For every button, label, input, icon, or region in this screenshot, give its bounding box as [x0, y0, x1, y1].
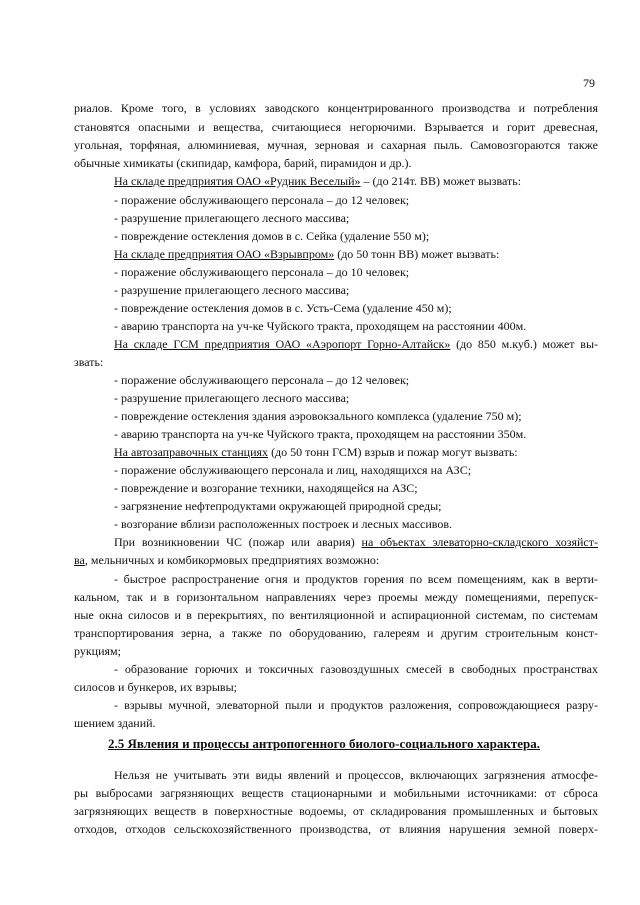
text-line: рукциям; [74, 644, 121, 658]
list-item: - повреждение остекления здания аэровокзального комплекса (удаление 750 м); [114, 409, 522, 423]
list-item: - повреждение остекления домов в с. Усть-Сема (удаление 450 м); [114, 301, 452, 315]
list-item: - поражение обслуживающего персонала – до 12 человек; [114, 193, 410, 207]
text-line: - образование горючих и токсичных газовоздушных смесей в свободных пространствах [114, 662, 598, 676]
text-line: транспортирования зерна, а также по оборудованию, галереям и другим строительным конст- [74, 626, 598, 640]
text-line: звать: [74, 355, 104, 369]
text-line: обычные химикаты (скипидар, камфора, барий, пирамидон и др.). [74, 156, 412, 170]
text-line: ры выбросами загрязняющих веществ стационарными и мобильными источниками: от сброса [74, 786, 598, 800]
list-item: - повреждение и возгорание техники, находящейся на АЗС; [114, 481, 418, 495]
section-line: На автозаправочных станциях (до 50 тонн ГСМ) взрыв и пожар могут вызвать: [114, 445, 518, 459]
list-item: - разрушение прилегающего лесного массива; [114, 391, 350, 405]
section-line: На складе предприятия ОАО «Взрывпром» (до 50 тонн ВВ) может вызвать: [114, 247, 500, 261]
list-item: - поражение обслуживающего персонала – до 10 человек; [114, 265, 410, 279]
text-line: силосов и бункеров, их взрывы; [74, 680, 237, 694]
text-line: шением зданий. [74, 716, 156, 730]
text-line: - взрывы мучной, элеваторной пыли и продуктов разложения, сопровождающиеся разру- [114, 698, 598, 712]
section-line: На складе ГСМ предприятия ОАО «Аэропорт Горно-Алтайск» (до 850 м.куб.) может вы- [114, 337, 598, 351]
text-line: угольная, торфяная, алюминиевая, мучная, зерновая и сахарная пыль. Самовозгораются также [74, 138, 598, 152]
text-line: ные окна силосов и в перекрытиях, по вентиляционной и аспирационной системам, по системам [74, 608, 598, 622]
list-item: - разрушение прилегающего лесного массива; [114, 283, 350, 297]
list-item: - аварию транспорта на уч-ке Чуйского тракта, проходящем на расстоянии 400м. [114, 319, 527, 333]
text-line: становятся опасными и вещества, считающиеся негорючими. Взрывается и горит древесная, [74, 120, 598, 134]
list-item: - загрязнение нефтепродуктами окружающей природной среды; [114, 499, 442, 513]
underlined-heading: На автозаправочных станциях [114, 445, 269, 459]
text-line: ва, мельничных и комбикормовых предприятиях возможно: [74, 553, 380, 567]
underlined-heading: На складе предприятия ОАО «Взрывпром» [114, 247, 335, 261]
list-item: - поражение обслуживающего персонала – до 12 человек; [114, 373, 410, 387]
text-line: риалов. Кроме того, в условиях заводского концентрированного производства и потребления [74, 101, 598, 115]
text-line: отходов, отходов сельскохозяйственного производства, от влияния нарушения земной поверх- [74, 822, 598, 836]
text-line: Нельзя не учитывать эти виды явлений и процессов, включающих загрязнения атмосфе- [114, 768, 598, 782]
list-item: - аварию транспорта на уч-ке Чуйского тракта, проходящем на расстоянии 350м. [114, 427, 527, 441]
text-line: кальном, так и в горизонтальном направлениях через проемы между помещениями, перепуск- [74, 590, 598, 604]
underlined-phrase: на объектах элеваторно-складского хозяйст- [361, 535, 598, 549]
underlined-heading: На складе предприятия ОАО «Рудник Веселый» [114, 174, 361, 188]
text-line: При возникновении ЧС (пожар или авария) на объектах элеваторно-складского хозяйст- [114, 535, 598, 549]
list-item: - поражение обслуживающего персонала и лиц, находящихся на АЗС; [114, 463, 472, 477]
list-item: - возгорание вблизи расположенных построек и лесных массивов. [114, 517, 453, 531]
section-heading: 2.5 Явления и процессы антропогенного биолого-социального характера. [108, 736, 541, 751]
text-line: - быстрое распространение огня и продуктов горения по всем помещениям, как в верти- [114, 572, 598, 586]
section-line: На складе предприятия ОАО «Рудник Веселый» – (до 214т. ВВ) может вызвать: [114, 174, 522, 188]
page-number: 79 [583, 76, 595, 90]
text-line: загрязняющих веществ в поверхностные водоемы, от складирования промышленных и бытовых [74, 804, 598, 818]
list-item: - разрушение прилегающего лесного массива; [114, 211, 350, 225]
underlined-phrase: ва [74, 553, 85, 567]
list-item: - повреждение остекления домов в с. Сейка (удаление 550 м); [114, 229, 430, 243]
underlined-heading: На складе ГСМ предприятия ОАО «Аэропорт Горно-Алтайск» [114, 337, 451, 351]
